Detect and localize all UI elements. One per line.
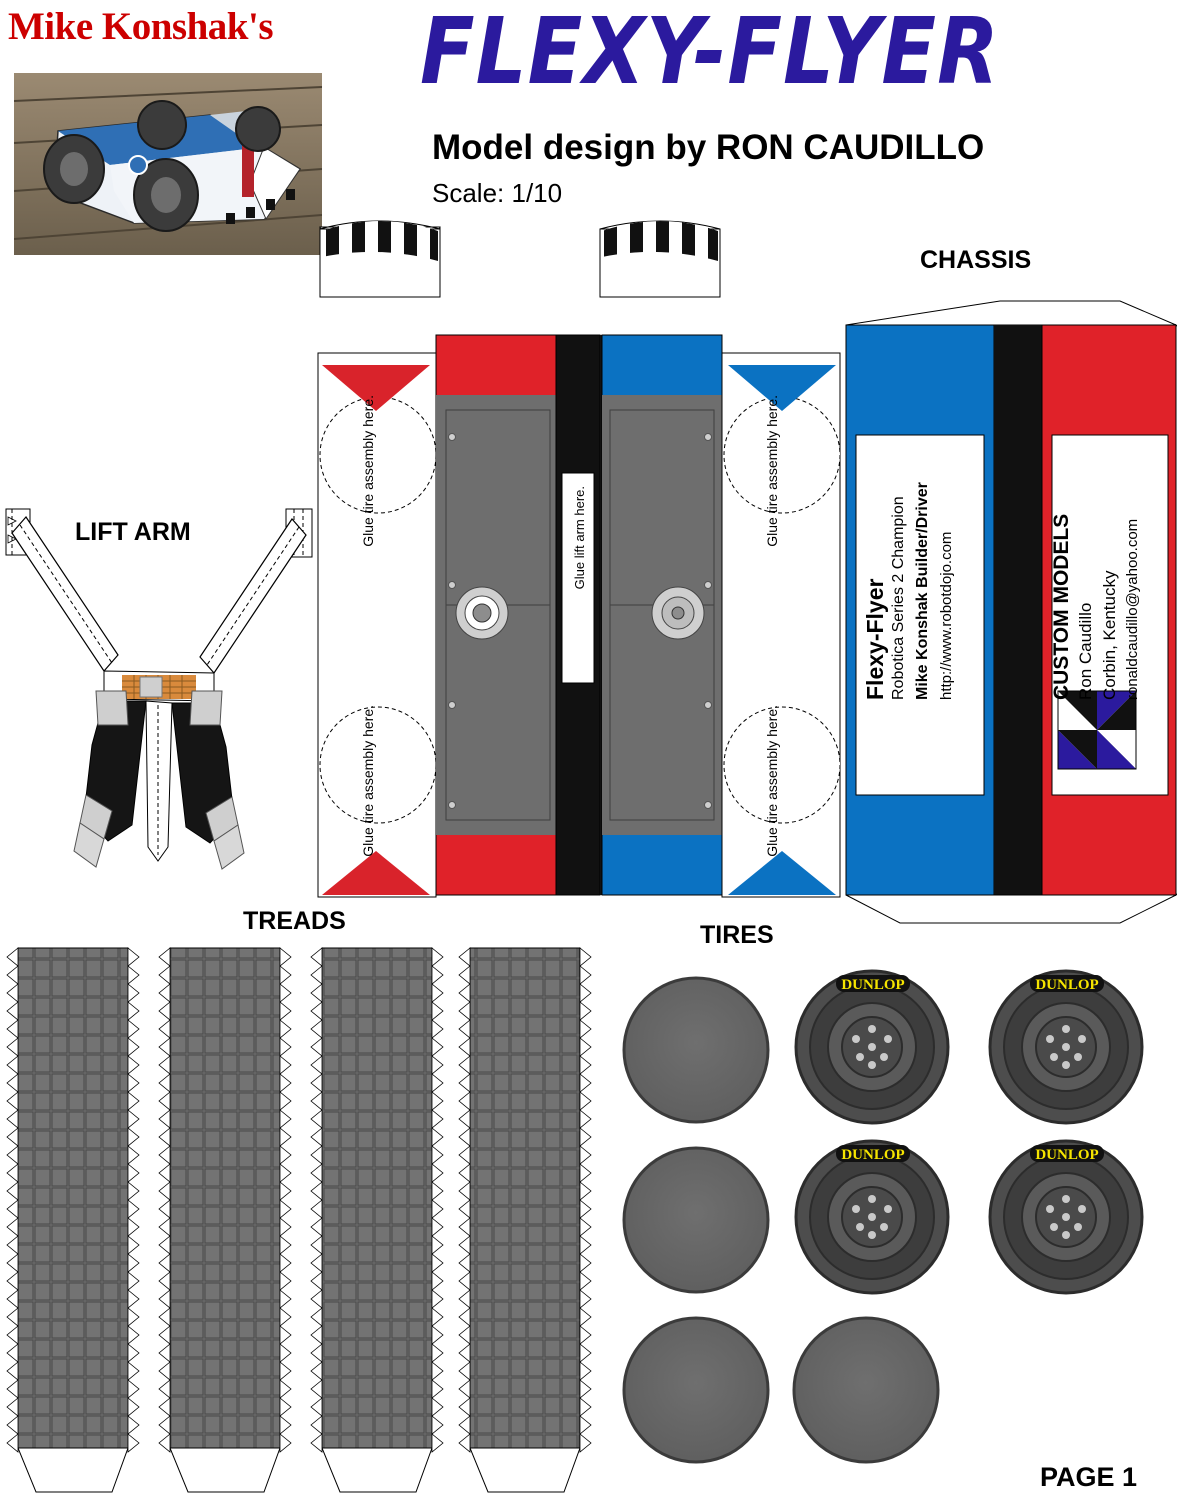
tires-part <box>600 955 1177 1465</box>
decal-right-line4: ronaldcaudillo@yahoo.com <box>1124 518 1141 700</box>
lift-arm-part <box>0 495 330 895</box>
decal-left-line3: Mike Konshak Builder/Driver <box>914 482 931 700</box>
glue-tab-tire-2: Glue tire assembly here. <box>360 705 376 857</box>
page-number: PAGE 1 <box>1040 1462 1138 1492</box>
tire-brand-text-4: DUNLOP <box>1035 1147 1099 1163</box>
model-photo <box>14 73 322 255</box>
decal-right-line1: CUSTOM MODELS <box>1050 513 1073 700</box>
decal-left-line1: Flexy-Flyer <box>862 578 888 700</box>
author-name: Mike Konshak's <box>8 5 273 48</box>
decal-left <box>858 360 990 710</box>
decal-left-line4: http://www.robotdojo.com <box>938 531 955 700</box>
section-label-lift-arm: LIFT ARM <box>75 518 191 546</box>
glue-tab-tire-1: Glue tire assembly here. <box>360 395 376 547</box>
decal-right-line3: Corbin, Kentucky <box>1100 570 1119 700</box>
scale-note: Scale: 1/10 <box>432 178 563 208</box>
decal-left-line2: Robotica Series 2 Champion <box>890 496 907 700</box>
glue-tab-tire-3: Glue tire assembly here. <box>764 395 780 547</box>
section-label-treads: TREADS <box>243 907 346 935</box>
tire-brand-text-1: DUNLOP <box>841 977 905 993</box>
subtitle: Model design by RON CAUDILLO <box>432 128 985 167</box>
glue-tab-tire-4: Glue tire assembly here. <box>764 705 780 857</box>
glue-tab-lift-arm: Glue lift arm here. <box>572 486 587 590</box>
tire-brand-text-2: DUNLOP <box>1035 977 1099 993</box>
tire-brand-text-3: DUNLOP <box>841 1147 905 1163</box>
treads-part <box>0 940 600 1500</box>
decal-right <box>1050 450 1177 710</box>
page-title: FLEXY-FLYER <box>420 0 1000 105</box>
section-label-chassis: CHASSIS <box>920 246 1032 274</box>
decal-right-line2: Ron Caudillo <box>1076 602 1095 700</box>
section-label-tires: TIRES <box>700 921 774 949</box>
